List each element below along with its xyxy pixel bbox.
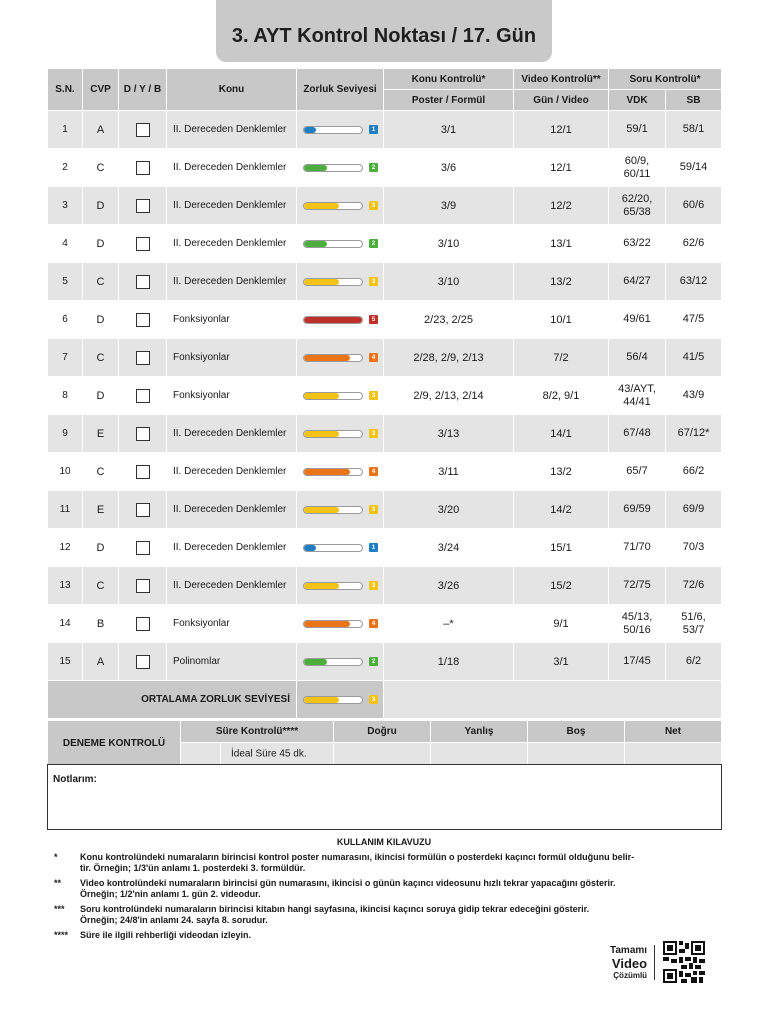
row-sn: 1 — [48, 111, 83, 149]
row-video: 14/2 — [514, 491, 609, 529]
row-zorluk — [297, 567, 384, 605]
guide-mark: **** — [54, 930, 69, 940]
row-difficulty — [297, 543, 383, 552]
row-poster: 2/28, 2/9, 2/13 — [384, 339, 514, 377]
row-sb: 62/6 — [666, 225, 722, 263]
row-difficulty — [297, 201, 383, 210]
row-konu: II. Dereceden Denklemler — [167, 187, 297, 225]
row-konu: Fonksiyonlar — [167, 339, 297, 377]
difficulty-bar — [303, 658, 363, 666]
row-zorluk — [297, 301, 384, 339]
row-sn: 8 — [48, 377, 83, 415]
row-sn: 9 — [48, 415, 83, 453]
deneme-yanlis-header: Yanlış — [431, 721, 528, 743]
row-cvp: C — [83, 453, 119, 491]
row-vdk: 60/9, 60/11 — [609, 149, 666, 187]
row-sn: 13 — [48, 567, 83, 605]
row-difficulty — [297, 505, 383, 514]
row-vdk: 17/45 — [609, 643, 666, 681]
row-cvp: A — [83, 111, 119, 149]
row-konu: II. Dereceden Denklemler — [167, 111, 297, 149]
row-vdk: 59/1 — [609, 111, 666, 149]
row-poster: 3/10 — [384, 225, 514, 263]
row-vdk: 43/AYT, 44/41 — [609, 377, 666, 415]
header-dyb: D / Y / B — [119, 69, 167, 111]
row-zorluk — [297, 149, 384, 187]
dyb-checkbox[interactable] — [136, 313, 150, 327]
qr-line3: Çözümlü — [613, 970, 648, 980]
row-sb: 67/12* — [666, 415, 722, 453]
row-dyb[interactable] — [119, 111, 167, 149]
row-video: 15/1 — [514, 529, 609, 567]
difficulty-bar — [303, 582, 363, 590]
difficulty-fill — [304, 545, 316, 551]
row-video: 10/1 — [514, 301, 609, 339]
header-video-kontrol: Video Kontrolü** — [514, 69, 609, 90]
difficulty-fill — [304, 355, 350, 361]
row-poster: –* — [384, 605, 514, 643]
row-dyb[interactable] — [119, 149, 167, 187]
dyb-checkbox[interactable] — [136, 237, 150, 251]
row-vdk: 69/59 — [609, 491, 666, 529]
difficulty-badge: 3 — [369, 277, 378, 286]
row-sn: 12 — [48, 529, 83, 567]
header-poster-formul: Poster / Formül — [384, 90, 514, 111]
difficulty-bar — [303, 544, 363, 552]
guide-item — [54, 904, 722, 926]
row-zorluk — [297, 187, 384, 225]
difficulty-bar — [303, 430, 363, 438]
row-dyb[interactable] — [119, 605, 167, 643]
row-difficulty — [297, 619, 383, 628]
header-sb: SB — [666, 90, 722, 111]
difficulty-badge: 5 — [369, 315, 378, 324]
row-konu: II. Dereceden Denklemler — [167, 567, 297, 605]
row-vdk: 71/70 — [609, 529, 666, 567]
row-difficulty — [297, 277, 383, 286]
difficulty-bar — [303, 164, 363, 172]
row-difficulty — [297, 581, 383, 590]
row-vdk: 62/20, 65/38 — [609, 187, 666, 225]
table-row — [48, 225, 722, 263]
row-konu: II. Dereceden Denklemler — [167, 149, 297, 187]
row-difficulty — [297, 391, 383, 400]
table-row — [48, 643, 722, 681]
average-difficulty-cell — [297, 681, 384, 719]
difficulty-badge: 4 — [369, 353, 378, 362]
row-difficulty — [297, 353, 383, 362]
row-difficulty — [297, 657, 383, 666]
row-zorluk — [297, 643, 384, 681]
row-video: 12/1 — [514, 149, 609, 187]
guide-title: KULLANIM KILAVUZU — [336, 837, 432, 847]
average-label: ORTALAMA ZORLUK SEVİYESİ — [48, 681, 297, 719]
difficulty-bar — [303, 202, 363, 210]
row-sn: 6 — [48, 301, 83, 339]
row-sb: 60/6 — [666, 187, 722, 225]
guide-mark: * — [54, 852, 58, 862]
difficulty-badge: 3 — [369, 505, 378, 514]
row-video: 15/2 — [514, 567, 609, 605]
difficulty-bar — [303, 696, 363, 704]
row-cvp: E — [83, 491, 119, 529]
row-dyb[interactable] — [119, 415, 167, 453]
guide-text: Konu kontrolündeki numaraların birincisi kontrol poster numarasını, ikincisi formülün o posterdeki kaçıncı formül olduğunu belir- tir. Örneğin; 1/3'ün anlamı 1. posterdeki 3. formüldür. — [80, 852, 635, 873]
deneme-yanlis-field[interactable] — [431, 743, 528, 766]
row-dyb[interactable] — [119, 301, 167, 339]
row-dyb[interactable] — [119, 643, 167, 681]
difficulty-badge: 4 — [369, 467, 378, 476]
row-zorluk — [297, 491, 384, 529]
difficulty-fill — [304, 393, 339, 399]
row-konu: Fonksiyonlar — [167, 605, 297, 643]
difficulty-badge: 4 — [369, 619, 378, 628]
dyb-checkbox[interactable] — [136, 123, 150, 137]
row-sn: 5 — [48, 263, 83, 301]
row-konu: II. Dereceden Denklemler — [167, 225, 297, 263]
difficulty-fill — [304, 507, 339, 513]
row-cvp: A — [83, 643, 119, 681]
row-sb: 59/14 — [666, 149, 722, 187]
deneme-bos-field[interactable] — [528, 743, 625, 766]
row-dyb[interactable] — [119, 263, 167, 301]
difficulty-badge: 3 — [369, 391, 378, 400]
row-sb: 70/3 — [666, 529, 722, 567]
row-sn: 2 — [48, 149, 83, 187]
difficulty-fill — [304, 165, 327, 171]
deneme-net-field[interactable] — [625, 743, 722, 766]
row-konu: Polinomlar — [167, 643, 297, 681]
guide-text: Soru kontrolündeki numaraların birincisi kitabın hangi sayfasına, ikincisi kaçıncı soruya gidip tekrar edeceğini gösterir. Örneğin; 24/8'in anlamı 24. sayfa 8. sorudur. — [80, 904, 590, 925]
row-cvp: C — [83, 263, 119, 301]
row-zorluk — [297, 111, 384, 149]
guide-text: Süre ile ilgili rehberliği videodan izleyin. — [80, 930, 252, 940]
difficulty-bar — [303, 240, 363, 248]
row-cvp: C — [83, 339, 119, 377]
dyb-checkbox[interactable] — [136, 503, 150, 517]
row-konu: II. Dereceden Denklemler — [167, 415, 297, 453]
row-konu: Fonksiyonlar — [167, 301, 297, 339]
deneme-dogru-field[interactable] — [334, 743, 431, 766]
row-dyb[interactable] — [119, 491, 167, 529]
row-sn: 7 — [48, 339, 83, 377]
qr-block[interactable] — [610, 941, 705, 983]
qr-line2: Video — [611, 955, 648, 971]
difficulty-fill — [304, 203, 339, 209]
average-difficulty — [297, 695, 383, 704]
row-sb: 69/9 — [666, 491, 722, 529]
row-dyb[interactable] — [119, 339, 167, 377]
difficulty-bar — [303, 468, 363, 476]
row-video: 9/1 — [514, 605, 609, 643]
difficulty-badge: 2 — [369, 239, 378, 248]
guide-mark: ** — [54, 878, 62, 888]
row-difficulty — [297, 163, 383, 172]
table-row — [48, 263, 722, 301]
row-cvp: D — [83, 187, 119, 225]
header-cvp: CVP — [83, 69, 119, 111]
row-video: 12/2 — [514, 187, 609, 225]
row-sn: 15 — [48, 643, 83, 681]
guide-item — [54, 878, 722, 900]
difficulty-fill — [304, 659, 327, 665]
table-row — [48, 187, 722, 225]
difficulty-fill — [304, 469, 350, 475]
difficulty-fill — [304, 241, 327, 247]
table-body — [48, 111, 722, 719]
row-konu: II. Dereceden Denklemler — [167, 491, 297, 529]
row-cvp: D — [83, 225, 119, 263]
table-row — [48, 301, 722, 339]
row-difficulty — [297, 239, 383, 248]
header-konu: Konu — [167, 69, 297, 111]
difficulty-badge: 3 — [369, 695, 378, 704]
table-row — [48, 567, 722, 605]
row-sb: 41/5 — [666, 339, 722, 377]
notes-box[interactable] — [47, 764, 722, 830]
row-vdk: 64/27 — [609, 263, 666, 301]
row-poster: 3/9 — [384, 187, 514, 225]
difficulty-fill — [304, 431, 339, 437]
row-video: 8/2, 9/1 — [514, 377, 609, 415]
difficulty-bar — [303, 278, 363, 286]
average-blank — [384, 681, 722, 719]
qr-line1: Tamamı — [610, 944, 648, 956]
dyb-checkbox[interactable] — [136, 655, 150, 669]
row-video: 13/2 — [514, 263, 609, 301]
difficulty-fill — [304, 621, 350, 627]
row-poster: 3/24 — [384, 529, 514, 567]
row-dyb[interactable] — [119, 225, 167, 263]
row-sb: 72/6 — [666, 567, 722, 605]
table-row — [48, 529, 722, 567]
row-cvp: C — [83, 149, 119, 187]
header-zorluk: Zorluk Seviyesi — [297, 69, 384, 111]
row-sb: 47/5 — [666, 301, 722, 339]
row-poster: 3/20 — [384, 491, 514, 529]
row-konu: II. Dereceden Denklemler — [167, 453, 297, 491]
row-vdk: 45/13, 50/16 — [609, 605, 666, 643]
difficulty-bar — [303, 620, 363, 628]
row-zorluk — [297, 263, 384, 301]
dyb-checkbox[interactable] — [136, 617, 150, 631]
difficulty-badge: 2 — [369, 657, 378, 666]
header-gun-video: Gün / Video — [514, 90, 609, 111]
difficulty-badge: 3 — [369, 429, 378, 438]
dyb-checkbox[interactable] — [136, 427, 150, 441]
deneme-table — [47, 720, 722, 766]
table-row — [48, 111, 722, 149]
header-sn: S.N. — [48, 69, 83, 111]
deneme-sure-header: Süre Kontrolü**** — [181, 721, 334, 743]
row-sb: 43/9 — [666, 377, 722, 415]
row-dyb[interactable] — [119, 453, 167, 491]
dyb-checkbox[interactable] — [136, 541, 150, 555]
qr-code-icon[interactable] — [663, 941, 705, 983]
deneme-net-header: Net — [625, 721, 722, 743]
row-zorluk — [297, 339, 384, 377]
guide-mark: *** — [54, 904, 65, 914]
row-vdk: 63/22 — [609, 225, 666, 263]
table-row — [48, 149, 722, 187]
row-video: 3/1 — [514, 643, 609, 681]
dyb-checkbox[interactable] — [136, 579, 150, 593]
difficulty-fill — [304, 279, 339, 285]
row-vdk: 65/7 — [609, 453, 666, 491]
dyb-checkbox[interactable] — [136, 465, 150, 479]
table-row — [48, 605, 722, 643]
row-cvp: E — [83, 415, 119, 453]
difficulty-bar — [303, 354, 363, 362]
row-poster: 3/6 — [384, 149, 514, 187]
row-zorluk — [297, 453, 384, 491]
difficulty-fill — [304, 583, 339, 589]
difficulty-bar — [303, 316, 363, 324]
row-vdk: 49/61 — [609, 301, 666, 339]
table-row — [48, 453, 722, 491]
notes-label: Notlarım: — [53, 774, 97, 785]
difficulty-fill — [304, 697, 339, 703]
row-poster: 3/26 — [384, 567, 514, 605]
row-vdk: 67/48 — [609, 415, 666, 453]
dyb-checkbox[interactable] — [136, 275, 150, 289]
row-sb: 58/1 — [666, 111, 722, 149]
difficulty-badge: 3 — [369, 201, 378, 210]
row-konu: II. Dereceden Denklemler — [167, 263, 297, 301]
row-difficulty — [297, 315, 383, 324]
row-video: 13/2 — [514, 453, 609, 491]
row-cvp: D — [83, 529, 119, 567]
row-poster: 3/11 — [384, 453, 514, 491]
row-sn: 4 — [48, 225, 83, 263]
row-vdk: 56/4 — [609, 339, 666, 377]
row-zorluk — [297, 605, 384, 643]
dyb-checkbox[interactable] — [136, 351, 150, 365]
dyb-checkbox[interactable] — [136, 199, 150, 213]
table-row — [48, 491, 722, 529]
difficulty-fill — [304, 317, 362, 323]
row-poster: 3/13 — [384, 415, 514, 453]
row-sn: 10 — [48, 453, 83, 491]
row-dyb[interactable] — [119, 187, 167, 225]
row-difficulty — [297, 429, 383, 438]
table-row — [48, 377, 722, 415]
row-zorluk — [297, 225, 384, 263]
row-konu: II. Dereceden Denklemler — [167, 529, 297, 567]
row-poster: 2/23, 2/25 — [384, 301, 514, 339]
title-tab — [216, 0, 552, 62]
table-row — [48, 415, 722, 453]
qr-caption — [610, 945, 655, 980]
difficulty-bar — [303, 506, 363, 514]
deneme-label: DENEME KONTROLÜ — [48, 721, 181, 766]
row-cvp: D — [83, 301, 119, 339]
difficulty-bar — [303, 126, 363, 134]
page-title: 3. AYT Kontrol Noktası / 17. Gün — [231, 24, 537, 47]
header-konu-kontrol: Konu Kontrolü* — [384, 69, 514, 90]
row-sb: 63/12 — [666, 263, 722, 301]
row-konu: Fonksiyonlar — [167, 377, 297, 415]
row-cvp: C — [83, 567, 119, 605]
header-soru-kontrol: Soru Kontrolü* — [609, 69, 722, 90]
difficulty-fill — [304, 127, 316, 133]
row-sb: 66/2 — [666, 453, 722, 491]
row-video: 13/1 — [514, 225, 609, 263]
deneme-ideal-sure[interactable]: İdeal Süre 45 dk. — [181, 743, 334, 766]
dyb-checkbox[interactable] — [136, 161, 150, 175]
table-row — [48, 339, 722, 377]
difficulty-badge: 1 — [369, 125, 378, 134]
dyb-checkbox[interactable] — [136, 389, 150, 403]
row-poster: 2/9, 2/13, 2/14 — [384, 377, 514, 415]
guide-text: Video kontrolündeki numaraların birincisi gün numarasını, ikincisi o günün kaçıncı videosunu hızlı tekrar yapacağını gösterir. Örneğin; 1/2'nin anlamı 1. gün 2. videodur. — [80, 878, 616, 899]
row-difficulty — [297, 467, 383, 476]
row-video: 14/1 — [514, 415, 609, 453]
difficulty-badge: 3 — [369, 581, 378, 590]
row-poster: 3/1 — [384, 111, 514, 149]
row-dyb[interactable] — [119, 377, 167, 415]
row-zorluk — [297, 415, 384, 453]
row-poster: 3/10 — [384, 263, 514, 301]
deneme-bos-header: Boş — [528, 721, 625, 743]
difficulty-bar — [303, 392, 363, 400]
row-zorluk — [297, 377, 384, 415]
row-dyb[interactable] — [119, 567, 167, 605]
row-zorluk — [297, 529, 384, 567]
row-poster: 1/18 — [384, 643, 514, 681]
row-cvp: B — [83, 605, 119, 643]
difficulty-badge: 2 — [369, 163, 378, 172]
header-vdk: VDK — [609, 90, 666, 111]
row-sb: 51/6, 53/7 — [666, 605, 722, 643]
row-sn: 3 — [48, 187, 83, 225]
guide-list — [54, 852, 722, 945]
row-cvp: D — [83, 377, 119, 415]
control-table — [47, 68, 722, 719]
guide-item — [54, 852, 722, 874]
row-sn: 14 — [48, 605, 83, 643]
row-difficulty — [297, 125, 383, 134]
average-row — [48, 681, 722, 719]
row-dyb[interactable] — [119, 529, 167, 567]
row-video: 12/1 — [514, 111, 609, 149]
row-sn: 11 — [48, 491, 83, 529]
row-vdk: 72/75 — [609, 567, 666, 605]
difficulty-badge: 1 — [369, 543, 378, 552]
row-video: 7/2 — [514, 339, 609, 377]
guide-item — [54, 930, 722, 941]
row-sb: 6/2 — [666, 643, 722, 681]
deneme-dogru-header: Doğru — [334, 721, 431, 743]
